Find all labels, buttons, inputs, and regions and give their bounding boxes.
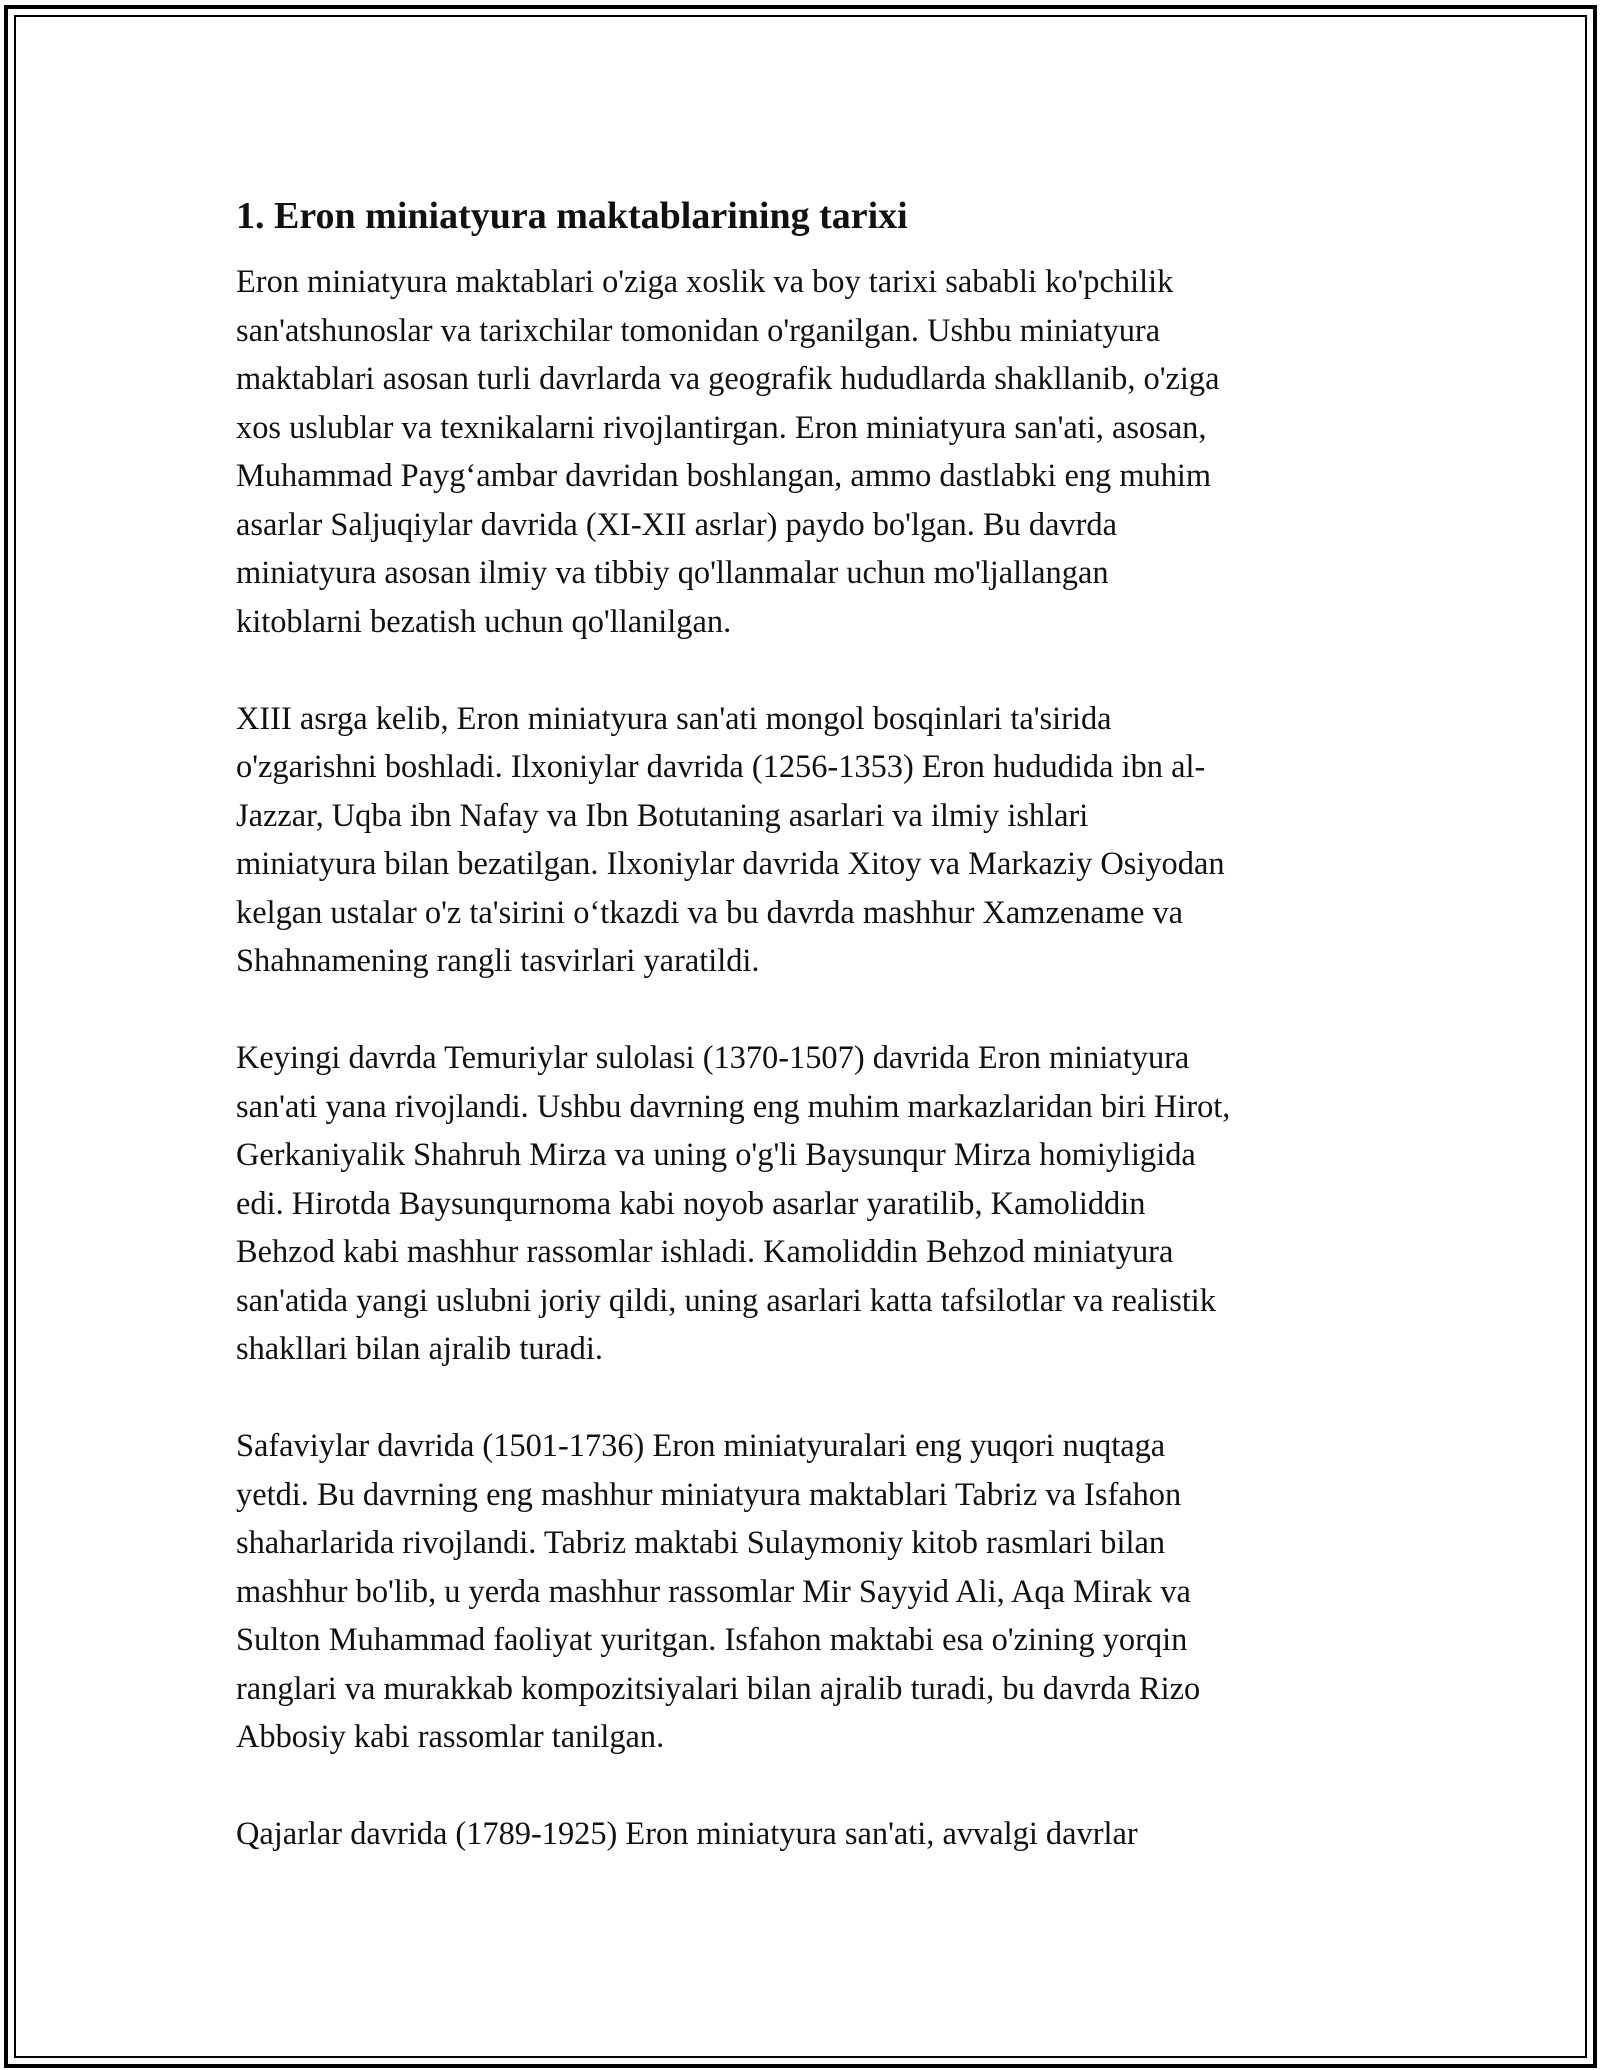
text-line: maktablari asosan turli davrlarda va geografik hududlarda shakllanib, o'ziga xyxy=(236,361,1220,397)
text-line: mashhur bo'lib, u yerda mashhur rassomlar Mir Sayyid Ali, Aqa Mirak va xyxy=(236,1573,1191,1610)
paragraph-1 xyxy=(236,258,1366,646)
text-line: Muhammad Payg‘ambar davridan boshlangan, ammo dastlabki eng muhim xyxy=(236,458,1212,494)
text-line: miniatyura asosan ilmiy va tibbiy qo'llanmalar uchun mo'ljallangan xyxy=(236,555,1109,591)
text-line: Abbosiy kabi rassomlar tanilgan. xyxy=(236,1719,665,1755)
text-line: XIII asrga kelib, Eron miniatyura san'ati mongol bosqinlari ta'sirida xyxy=(236,700,1112,737)
text-line: san'ati yana rivojlandi. Ushbu davrning eng muhim markazlaridan biri Hirot, xyxy=(236,1088,1231,1125)
text-line: kelgan ustalar o'z ta'sirini o‘tkazdi va bu davrda mashhur Xamzename va xyxy=(236,894,1184,931)
text-line: xos uslublar va texnikalarni rivojlantirgan. Eron miniatyura san'ati, asosan, xyxy=(236,409,1207,446)
text-line: o'zgarishni boshladi. Ilxoniylar davrida (1256-1353) Eron hududida ibn al- xyxy=(236,749,1206,785)
text-line: Jazzar, Uqba ibn Nafay va Ibn Botutaning asarlari va ilmiy ishlari xyxy=(236,797,1089,834)
text-line: miniatyura bilan bezatilgan. Ilxoniylar davrida Xitoy va Markaziy Osiyodan xyxy=(236,846,1225,882)
text-line: Shahnamening rangli tasvirlari yaratildi. xyxy=(236,943,760,979)
text-line: yetdi. Bu davrning eng mashhur miniatyura maktablari Tabriz va Isfahon xyxy=(236,1476,1182,1513)
text-line: ranglari va murakkab kompozitsiyalari bilan ajralib turadi, bu davrda Rizo xyxy=(236,1670,1201,1707)
text-line: Keyingi davrda Temuriylar sulolasi (1370-1507) davrida Eron miniatyura xyxy=(236,1040,1190,1076)
text-line: san'atida yangi uslubni joriy qildi, uning asarlari katta tafsilotlar va realistik xyxy=(236,1282,1217,1319)
paragraph-5 xyxy=(236,1810,1366,1859)
text-line: Safaviylar davrida (1501-1736) Eron miniatyuralari eng yuqori nuqtaga xyxy=(236,1428,1166,1464)
text-line: edi. Hirotda Baysunqurnoma kabi noyob asarlar yaratilib, Kamoliddin xyxy=(236,1185,1146,1222)
paragraph-3 xyxy=(236,1034,1366,1374)
section-heading: 1. Eron miniatyura maktablarining tarixi xyxy=(236,195,908,237)
document-body xyxy=(236,190,1366,1907)
text-line: kitoblarni bezatish uchun qo'llanilgan. xyxy=(236,603,732,640)
text-line: Sulton Muhammad faoliyat yuritgan. Isfahon maktabi esa o'zining yorqin xyxy=(236,1622,1188,1658)
text-line: shakllari bilan ajralib turadi. xyxy=(236,1331,603,1367)
text-line: Gerkaniyalik Shahruh Mirza va uning o'g'li Baysunqur Mirza homiyligida xyxy=(236,1137,1196,1173)
paragraph-4 xyxy=(236,1422,1366,1762)
text-line: Eron miniatyura maktablari o'ziga xoslik va boy tarixi sababli ko'pchilik xyxy=(236,264,1174,300)
text-line: asarlar Saljuqiylar davrida (XI-XII asrlar) paydo bo'lgan. Bu davrda xyxy=(236,506,1117,543)
text-line: san'atshunoslar va tarixchilar tomonidan o'rganilgan. Ushbu miniatyura xyxy=(236,312,1161,349)
text-line: shaharlarida rivojlandi. Tabriz maktabi Sulaymoniy kitob rasmlari bilan xyxy=(236,1525,1166,1561)
paragraph-2 xyxy=(236,695,1366,986)
text-line: Qajarlar davrida (1789-1925) Eron miniatyura san'ati, avvalgi davrlar xyxy=(236,1816,1138,1852)
text-line: Behzod kabi mashhur rassomlar ishladi. Kamoliddin Behzod miniatyura xyxy=(236,1234,1174,1270)
